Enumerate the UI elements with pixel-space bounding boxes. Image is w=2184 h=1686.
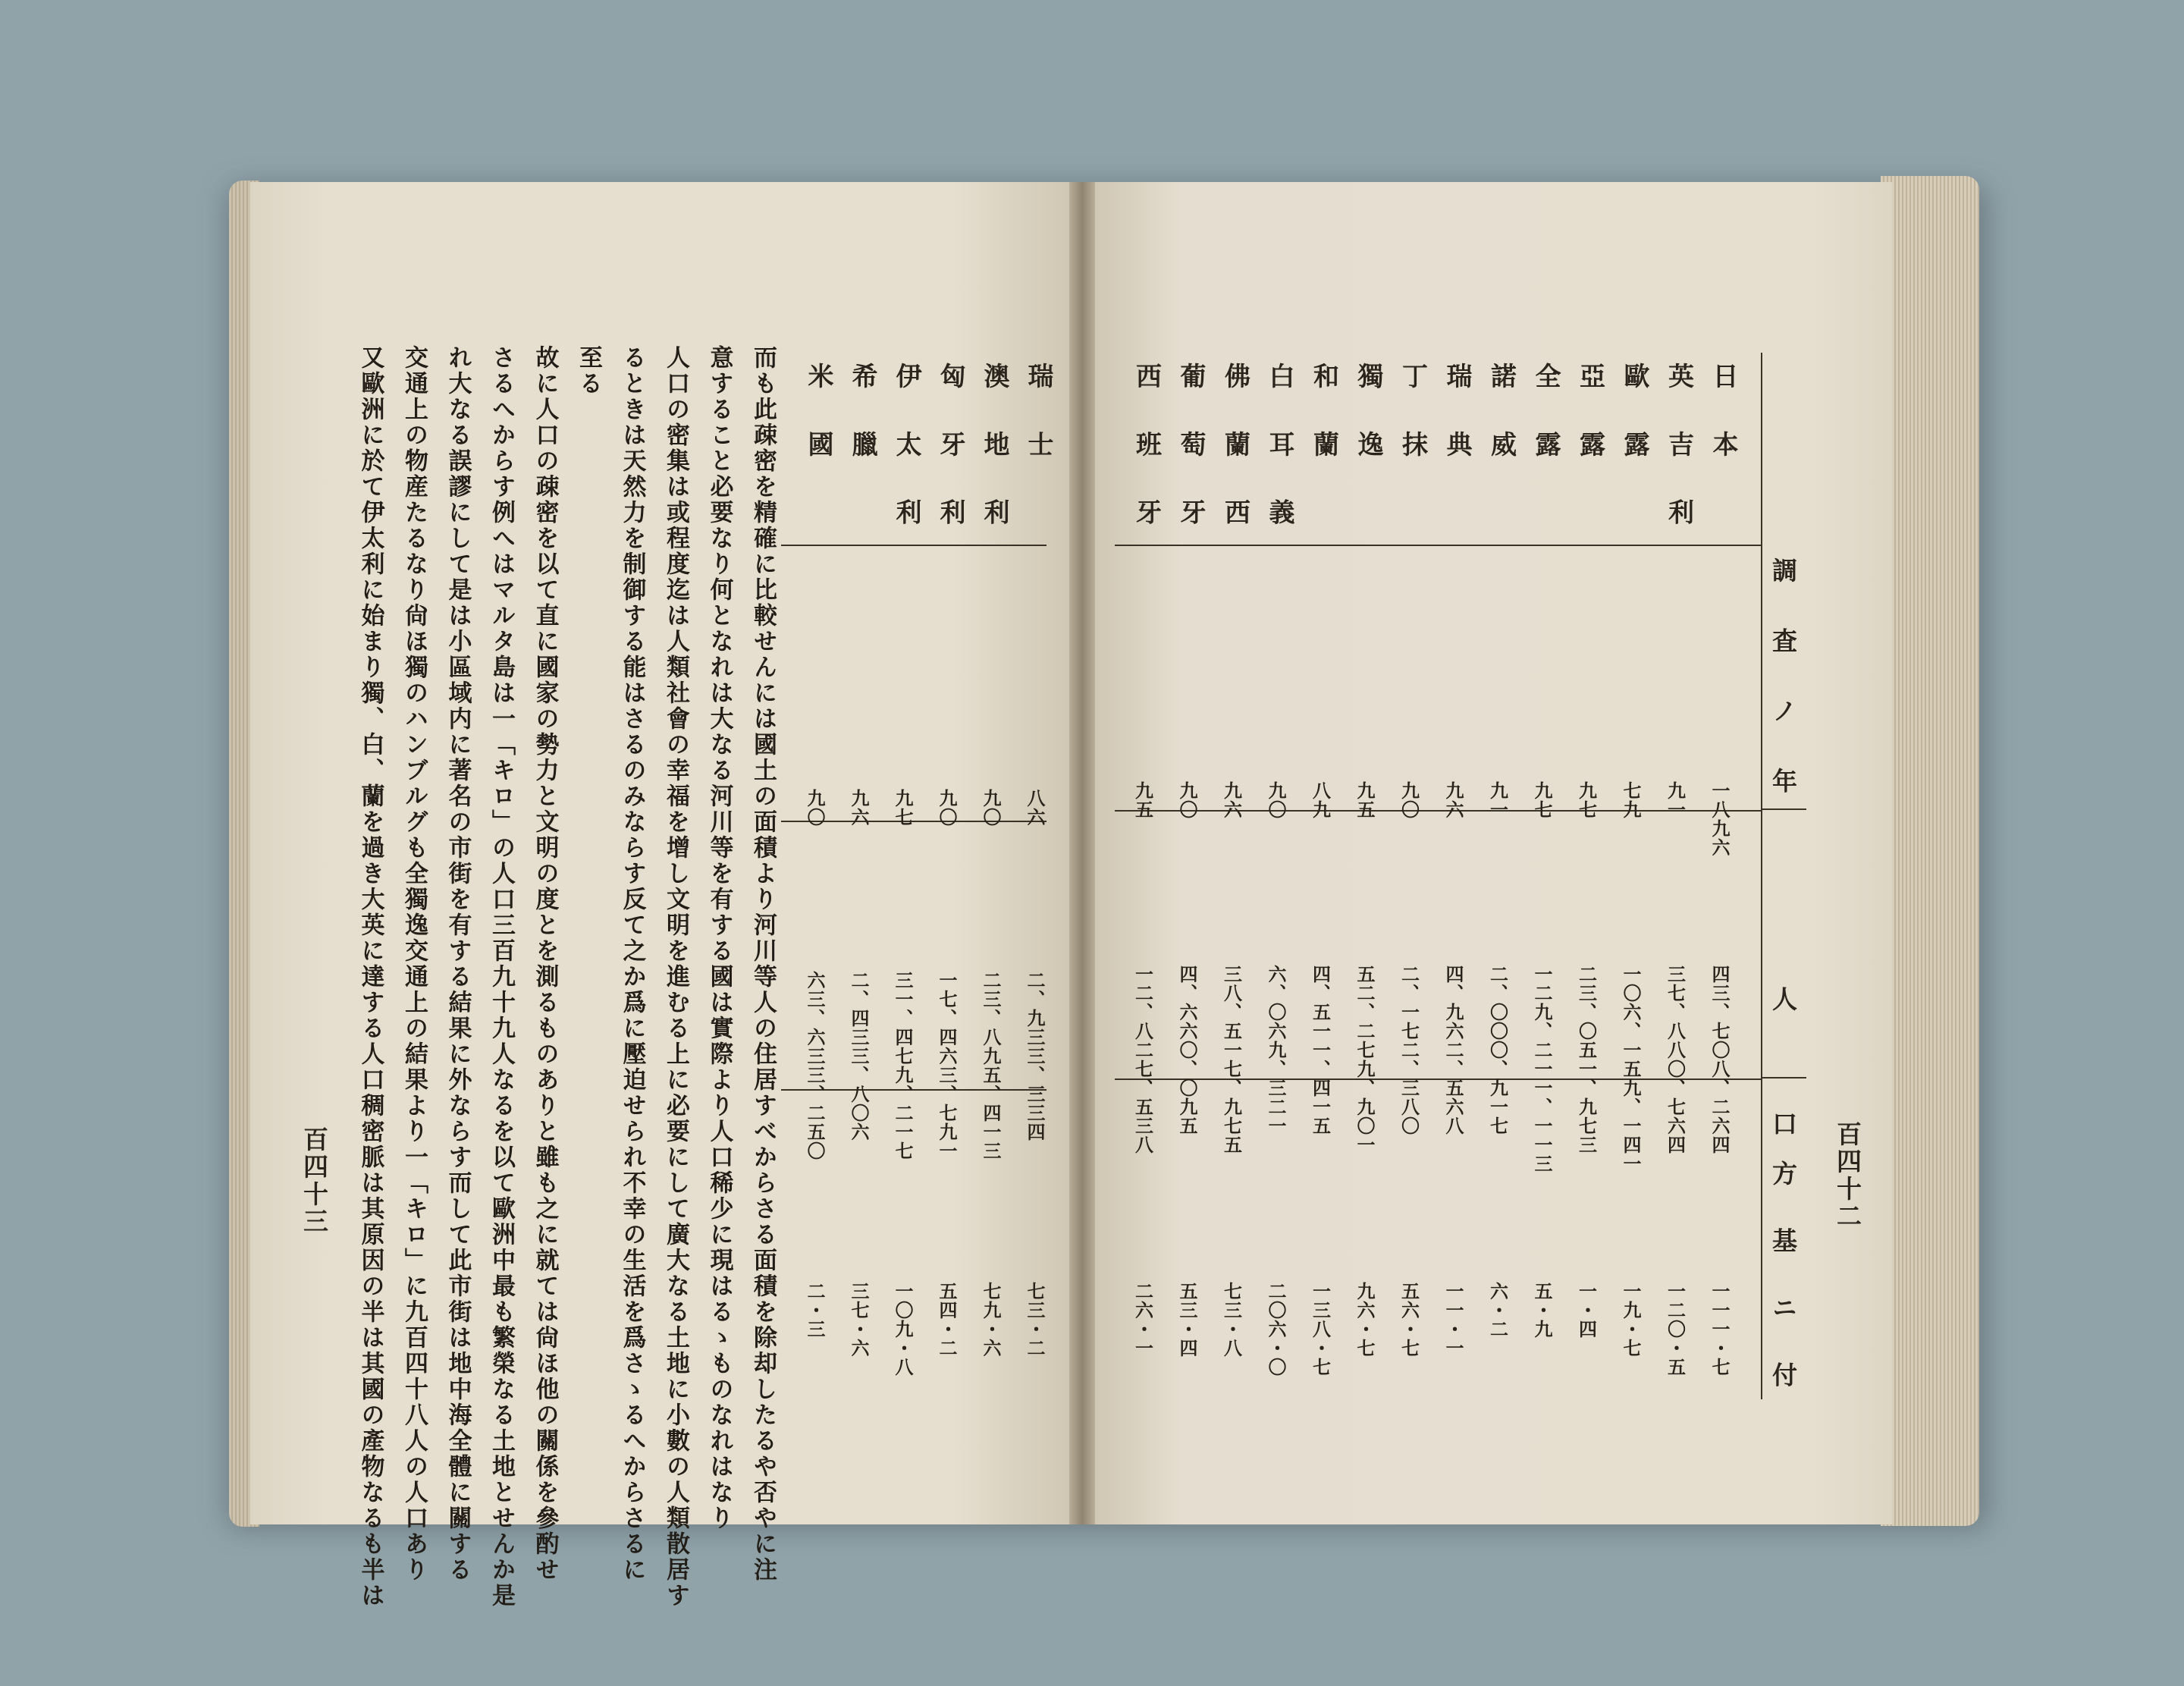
density-value: 七三・二 [1024,1282,1046,1358]
density-value: 六・二 [1486,1282,1509,1339]
text-line: 人口の密集は或程度迄は人類社會の幸福を增し文明を進むる上に必要にして廣大なる土地に小數の人類散居す [662,345,689,1609]
survey-year: 九〇 [1265,781,1287,819]
population-value: 一二、八二七、五三八 [1131,965,1154,1154]
text-line: 而も此疎密を精確に比較せんには國土の面積より河川等人の住居すべからさる面積を除却したるや否やに注 [749,345,777,1583]
country-name: 獨 逸 [1353,363,1383,473]
text-line: 故に人口の疎密を以て直に國家の勢力と文明の度とを測るものありと雖も之に就ては尙ほ他の關係を參酌せ [531,345,559,1583]
survey-year: 九七 [892,789,914,827]
survey-year: 九七 [1575,781,1598,819]
survey-year: 九七 [1531,781,1553,819]
country-name: 匈 牙 利 [935,363,965,542]
page-edges-right [1881,176,1979,1526]
right-page-number: 百四十二 [1833,1121,1862,1230]
survey-year: 九〇 [1176,781,1198,819]
density-value: 七九・六 [980,1282,1002,1358]
population-value: 二三、八九五、四一三 [980,971,1002,1160]
text-line: 交通上の物産たるなり尙ほ獨のハンブルグも全獨逸交通上の結果より一「キロ」に九百四十八人の人口あり [400,345,428,1583]
country-name: 亞 露 [1574,363,1605,473]
population-value: 二、九三三、三三四 [1024,971,1046,1141]
left-page-number: 百四十三 [300,1126,329,1235]
density-value: 二〇六・〇 [1265,1282,1287,1377]
survey-year: 九五 [1354,781,1376,819]
survey-year: 八九 [1309,781,1332,819]
survey-year: 一八九六 [1709,781,1731,857]
population-value: 一〇六、一五九、一四一 [1620,965,1642,1173]
density-value: 五六・七 [1398,1282,1420,1358]
country-name: 希 臘 [847,363,877,473]
left-table-rule-top [781,545,1046,546]
text-line: れ大なる誤謬にして是は小區域内に著名の市街を有する結果に外ならす而して此市街は地中海全體に關する [444,345,472,1583]
density-value: 三七・六 [848,1282,870,1358]
population-value: 二、四三三、八〇六 [848,971,870,1141]
density-value: 一二〇・五 [1664,1282,1687,1377]
survey-year: 七九 [1620,781,1642,819]
density-value: 一九・七 [1620,1282,1642,1358]
country-name: 全 露 [1530,363,1561,473]
country-name: 西 班 牙 [1131,363,1162,542]
country-name: 和 蘭 [1308,363,1339,473]
population-value: 五二、二七九、九〇一 [1354,965,1376,1154]
country-name: 佛 蘭 西 [1219,363,1250,542]
header-year-label: 調 査 ノ 年 [1768,557,1798,812]
header-density-label: 方 基 ニ 付 [1768,1160,1798,1404]
density-value: 一一・一 [1442,1282,1464,1358]
density-value: 二六・一 [1131,1282,1154,1358]
right-table-rule-v [1761,353,1762,1399]
header-population-label: 人 口 [1768,986,1798,1182]
country-name: 白 耳 義 [1264,363,1294,542]
population-value: 一七、四六三、七九一 [936,971,958,1160]
density-value: 五三・四 [1176,1282,1198,1358]
text-line: 至る [575,345,602,397]
country-name: 伊 太 利 [891,363,921,542]
density-value: 一三八・七 [1309,1282,1332,1377]
country-name: 諾 威 [1486,363,1517,473]
density-value: 一・四 [1575,1282,1598,1339]
survey-year: 九一 [1664,781,1687,819]
survey-year: 九六 [848,789,870,827]
country-name: 葡 萄 牙 [1175,363,1206,542]
population-value: 三一、四七九、二一七 [892,971,914,1160]
country-name: 丁 抹 [1397,363,1428,473]
density-value: 一〇九・八 [892,1282,914,1377]
population-value: 一二九、二一一、一一三 [1531,965,1553,1173]
population-value: 二三、〇五一、九七三 [1575,965,1598,1154]
population-value: 三八、五一七、九七五 [1220,965,1243,1154]
country-name: 瑞 士 [1023,363,1053,473]
book-gutter [1069,182,1095,1524]
population-value: 四三、七〇八、二六四 [1709,965,1731,1154]
density-value: 一一一・七 [1709,1282,1731,1377]
population-value: 六、〇六九、三二一 [1265,965,1287,1135]
density-value: 九六・七 [1354,1282,1376,1358]
density-value: 五・九 [1531,1282,1553,1339]
population-value: 三七、八八〇、七六四 [1664,965,1687,1154]
text-line: るときは天然力を制御する能はさるのみならす反て之か爲に壓迫せられ不幸の生活を爲さゝるへからさるに [618,345,646,1583]
survey-year: 九〇 [1398,781,1420,819]
survey-year: 九六 [1442,781,1464,819]
country-name: 日 本 [1708,363,1738,473]
country-name: 歐 露 [1619,363,1649,473]
population-value: 四、六六〇、〇九五 [1176,965,1198,1135]
survey-year: 九〇 [980,789,1002,827]
population-value: 四、五一一、四一五 [1309,965,1332,1135]
survey-year: 九五 [1131,781,1154,819]
population-value: 六三、六三三、二五〇 [804,971,826,1160]
country-name: 澳 地 利 [979,363,1009,542]
population-value: 四、九六二、五六八 [1442,965,1464,1135]
population-value: 二、〇〇〇、九一七 [1486,965,1509,1135]
density-value: 五四・二 [936,1282,958,1358]
text-line: 又歐洲に於て伊太利に始まり獨、白、蘭を過き大英に達する人口稠密脈は其原因の半は其國の產物なるも半は [356,345,384,1609]
right-table-rule-top [1115,545,1761,546]
population-value: 二、一七二、三八〇 [1398,965,1420,1135]
survey-year: 八六 [1024,789,1046,827]
density-value: 二・三 [804,1282,826,1339]
survey-year: 九一 [1486,781,1509,819]
country-name: 瑞 典 [1442,363,1472,473]
density-value: 七三・八 [1220,1282,1243,1358]
country-name: 米 國 [803,363,833,473]
survey-year: 九〇 [936,789,958,827]
survey-year: 九六 [1220,781,1243,819]
text-line: さるへからす例へはマルタ島は一「キロ」の人口三百九十九人なるを以て歐洲中最も繁榮なる土地とせんか是 [488,345,515,1609]
text-line: 意すること必要なり何となれは大なる河川等を有する國は實際より人口稀少に現はるゝものなれはなり [705,345,733,1531]
survey-year: 九〇 [804,789,826,827]
country-name: 英 吉 利 [1663,363,1694,542]
